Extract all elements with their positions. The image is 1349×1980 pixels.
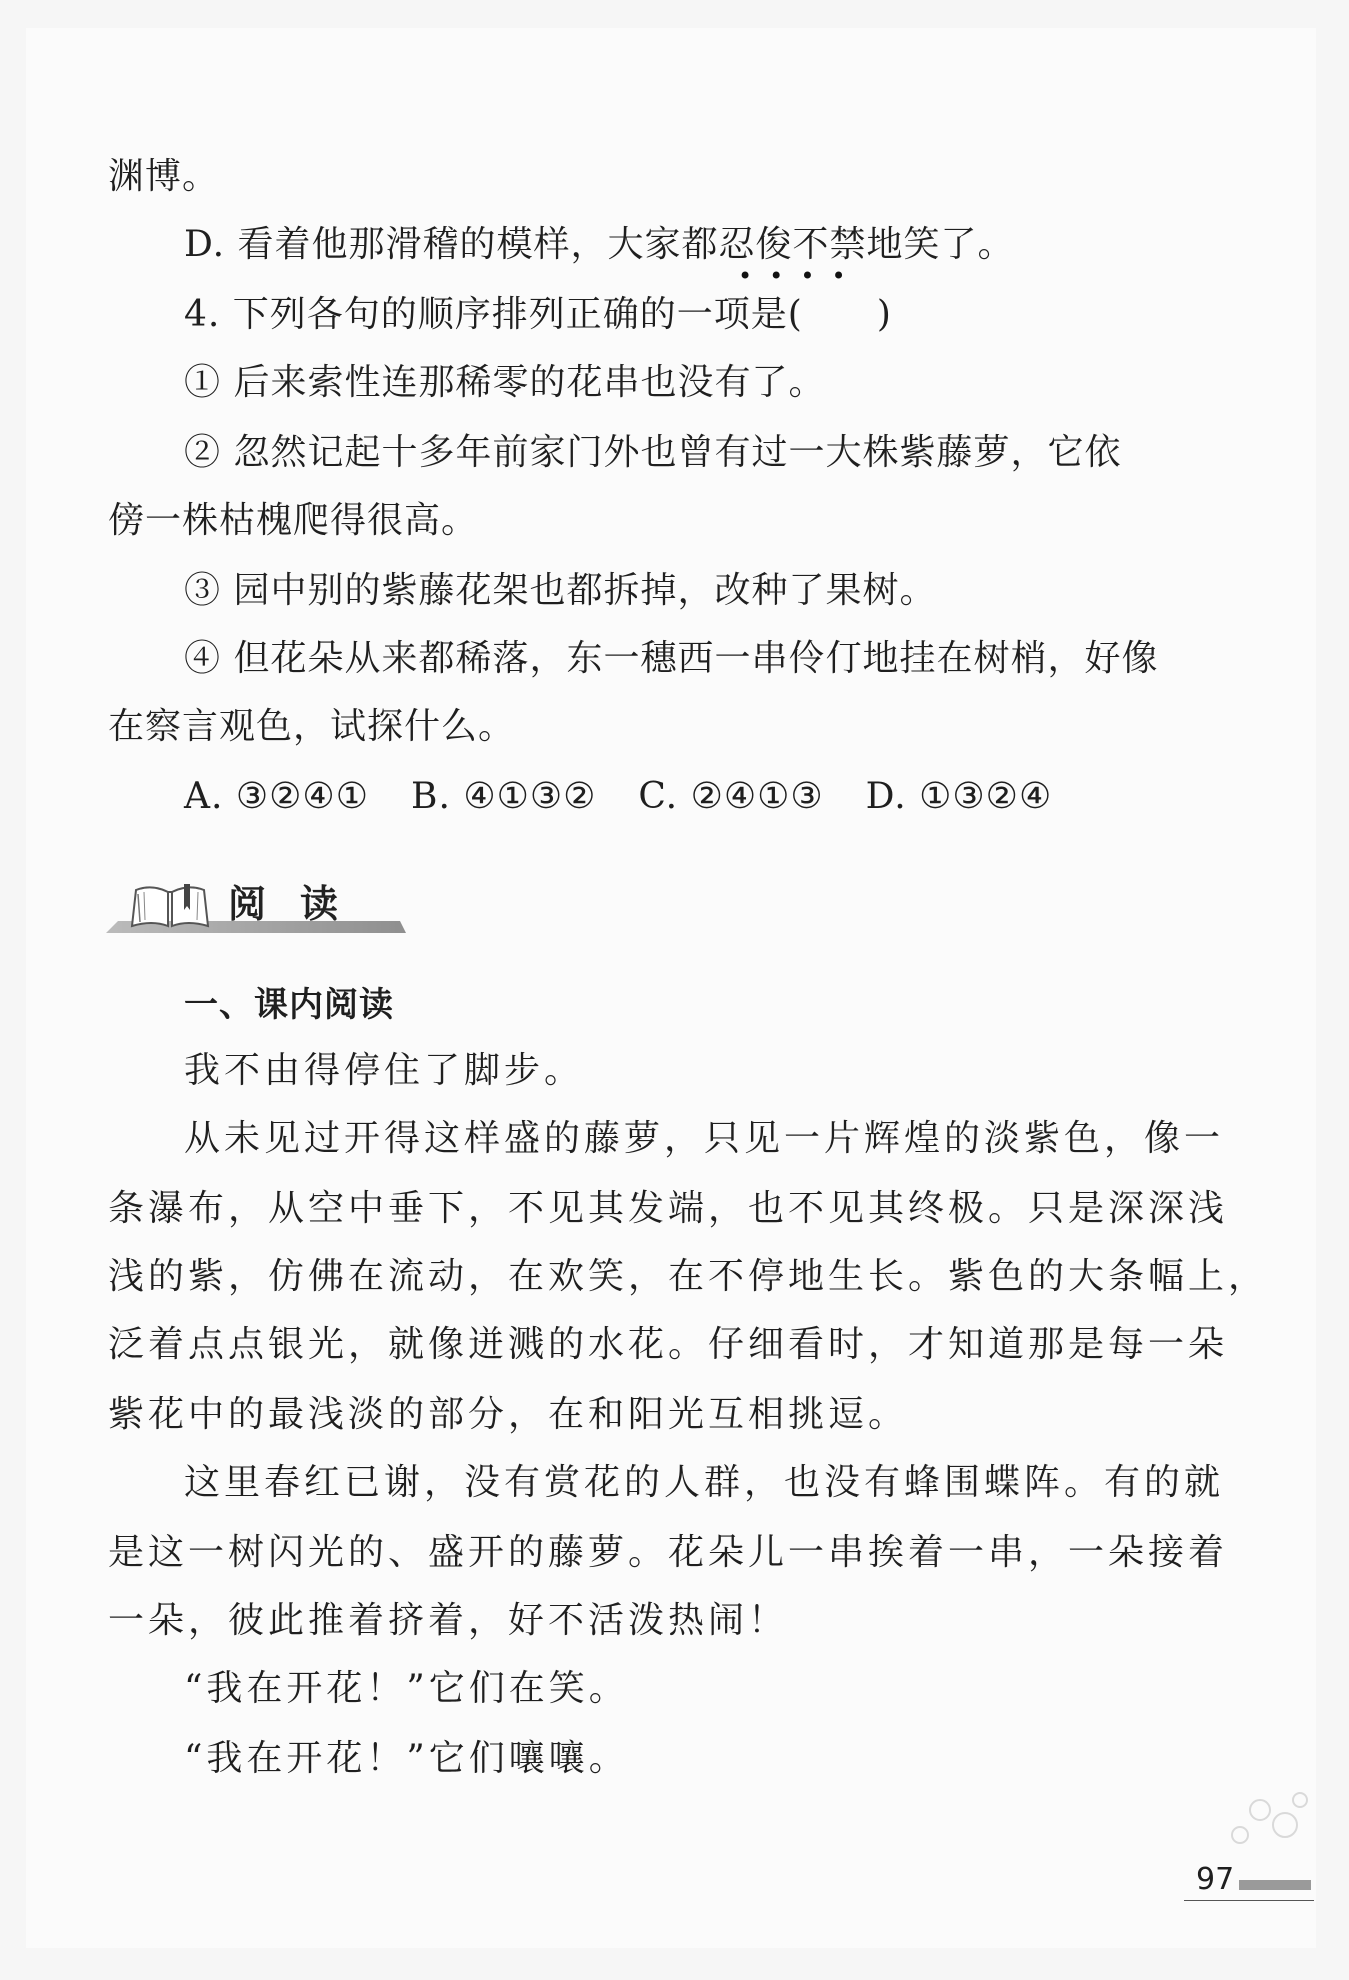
footer-rule	[1184, 1900, 1314, 1901]
passage-line: 条瀑布，从空中垂下，不见其发端，也不见其终极。只是深深浅	[108, 1188, 1229, 1229]
option-d-line: D. 看着他那滑稽的模样，大家都忍俊不禁地笑了。	[184, 224, 1015, 265]
passage-line: 从未见过开得这样盛的藤萝，只见一片辉煌的淡紫色，像一	[184, 1118, 1225, 1159]
passage-line: 泛着点点银光，就像迸溅的水花。仔细看时，才知道那是每一朵	[108, 1324, 1229, 1365]
sentence-4-cont: 在察言观色，试探什么。	[108, 706, 516, 747]
emphasis-dots: ••••	[738, 262, 863, 290]
option-a: A. ③②④①	[184, 776, 369, 817]
answer-options	[184, 772, 1052, 822]
page-number: 97	[1196, 1862, 1235, 1897]
passage-quote-1: “我在开花！”它们在笑。	[184, 1668, 629, 1709]
passage-line: 紫花中的最浅淡的部分，在和阳光互相挑逗。	[108, 1394, 909, 1435]
option-b: B. ④①③②	[410, 776, 597, 817]
text-line: 渊博。	[108, 156, 220, 197]
sentence-2-cont: 傍一株枯槐爬得很高。	[108, 500, 479, 541]
option-c: C. ②④①③	[638, 776, 824, 817]
open-book-icon	[128, 880, 212, 928]
subheading: 一、课内阅读	[184, 985, 394, 1025]
section-header	[106, 878, 416, 948]
sentence-1: ① 后来索性连那稀零的花串也没有了。	[184, 362, 826, 403]
option-d: D. ①③②④	[865, 776, 1053, 817]
page-footer	[1184, 1860, 1314, 1910]
passage-quote-2: “我在开花！”它们嚷嚷。	[184, 1738, 629, 1779]
sentence-3: ③ 园中别的紫藤花架也都拆掉，改种了果树。	[184, 570, 937, 611]
passage-line: 一朵，彼此推着挤着，好不活泼热闹！	[108, 1600, 789, 1641]
footer-bar	[1239, 1880, 1311, 1890]
passage-line: 这里春红已谢，没有赏花的人群，也没有蜂围蝶阵。有的就	[184, 1462, 1225, 1503]
sentence-2: ② 忽然记起十多年前家门外也曾有过一大株紫藤萝，它依	[184, 432, 1122, 473]
flower-decoration-icon	[1180, 1780, 1320, 1870]
passage-line: 是这一树闪光的、盛开的藤萝。花朵儿一串挨着一串，一朵接着	[108, 1532, 1229, 1573]
question-4-stem: 4. 下列各句的顺序排列正确的一项是( )	[184, 294, 892, 335]
section-title: 阅读	[228, 882, 373, 926]
sentence-4: ④ 但花朵从来都稀落，东一穗西一串伶仃地挂在树梢，好像	[184, 638, 1159, 679]
passage-line: 浅的紫，仿佛在流动，在欢笑，在不停地生长。紫色的大条幅上，	[108, 1256, 1269, 1297]
passage-paragraph-1: 我不由得停住了脚步。	[184, 1050, 585, 1091]
